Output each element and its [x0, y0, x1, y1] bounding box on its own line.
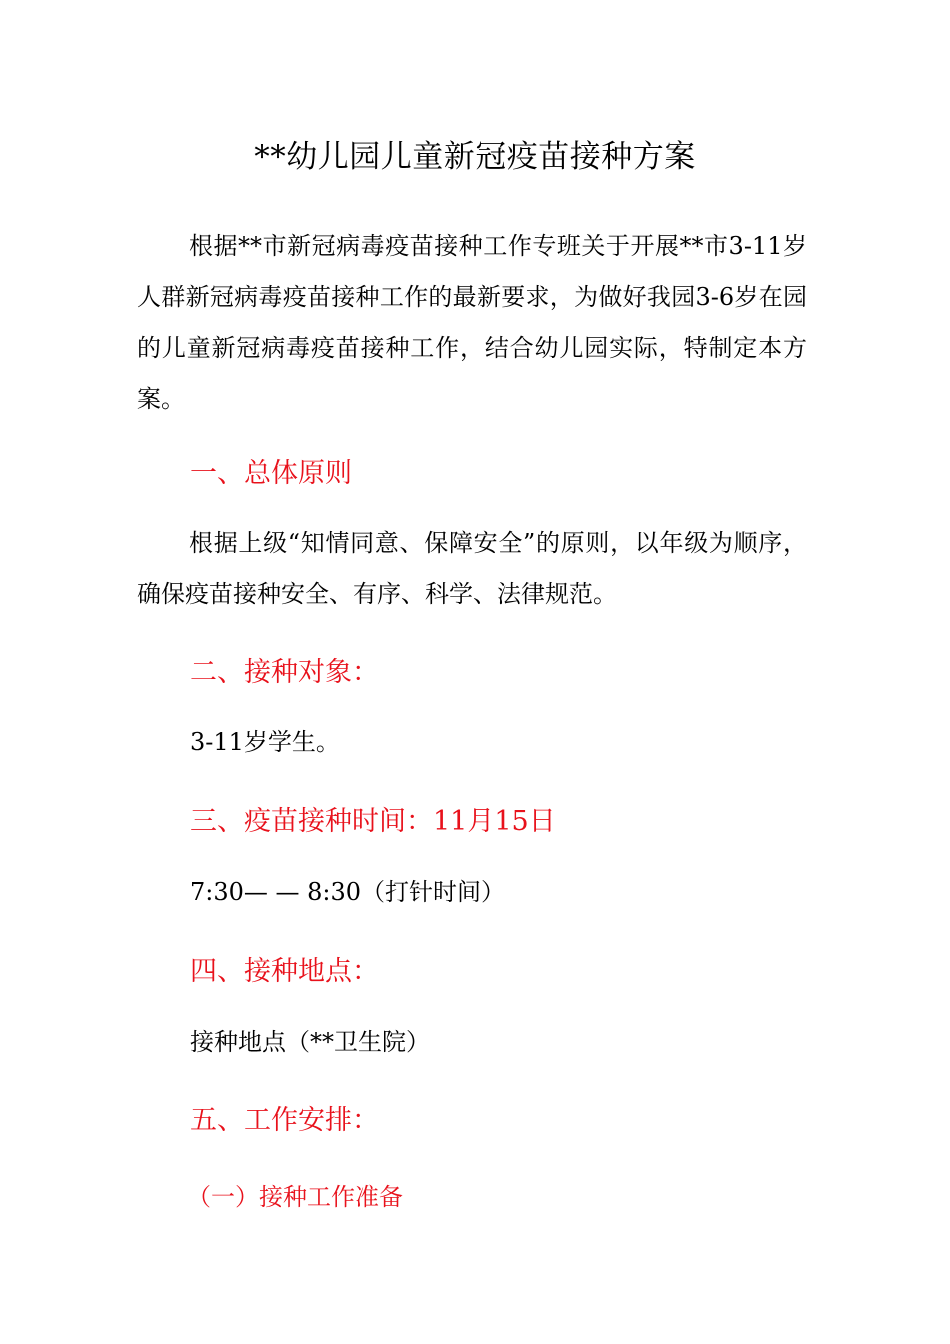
- section-body-principles: 根据上级“知情同意、保障安全”的原则，以年级为顺序，确保疫苗接种安全、有序、科学、法律规范。: [137, 529, 807, 608]
- section-body-location: 接种地点（**卫生院）: [190, 1028, 430, 1056]
- section-heading-target: 二、接种对象：: [190, 657, 379, 688]
- section-heading-principles: 一、总体原则: [190, 458, 352, 489]
- document-title: **幼儿园儿童新冠疫苗接种方案: [254, 139, 696, 175]
- section-body-time: 7:30— — 8:30（打针时间）: [190, 878, 506, 906]
- section-heading-time: 三、疫苗接种时间：11月15日: [190, 806, 556, 837]
- subsection-heading-preparation: （一）接种工作准备: [187, 1183, 403, 1211]
- section-heading-arrangement: 五、工作安排：: [190, 1105, 379, 1136]
- section-body-target: 3-11岁学生。: [190, 728, 340, 756]
- section-heading-location: 四、接种地点：: [190, 956, 379, 987]
- intro-paragraph: 根据**市新冠病毒疫苗接种工作专班关于开展**市3-11岁人群新冠病毒疫苗接种工作的最新要求，为做好我园3-6岁在园的儿童新冠病毒疫苗接种工作，结合幼儿园实际，特制定本方案。: [137, 232, 807, 413]
